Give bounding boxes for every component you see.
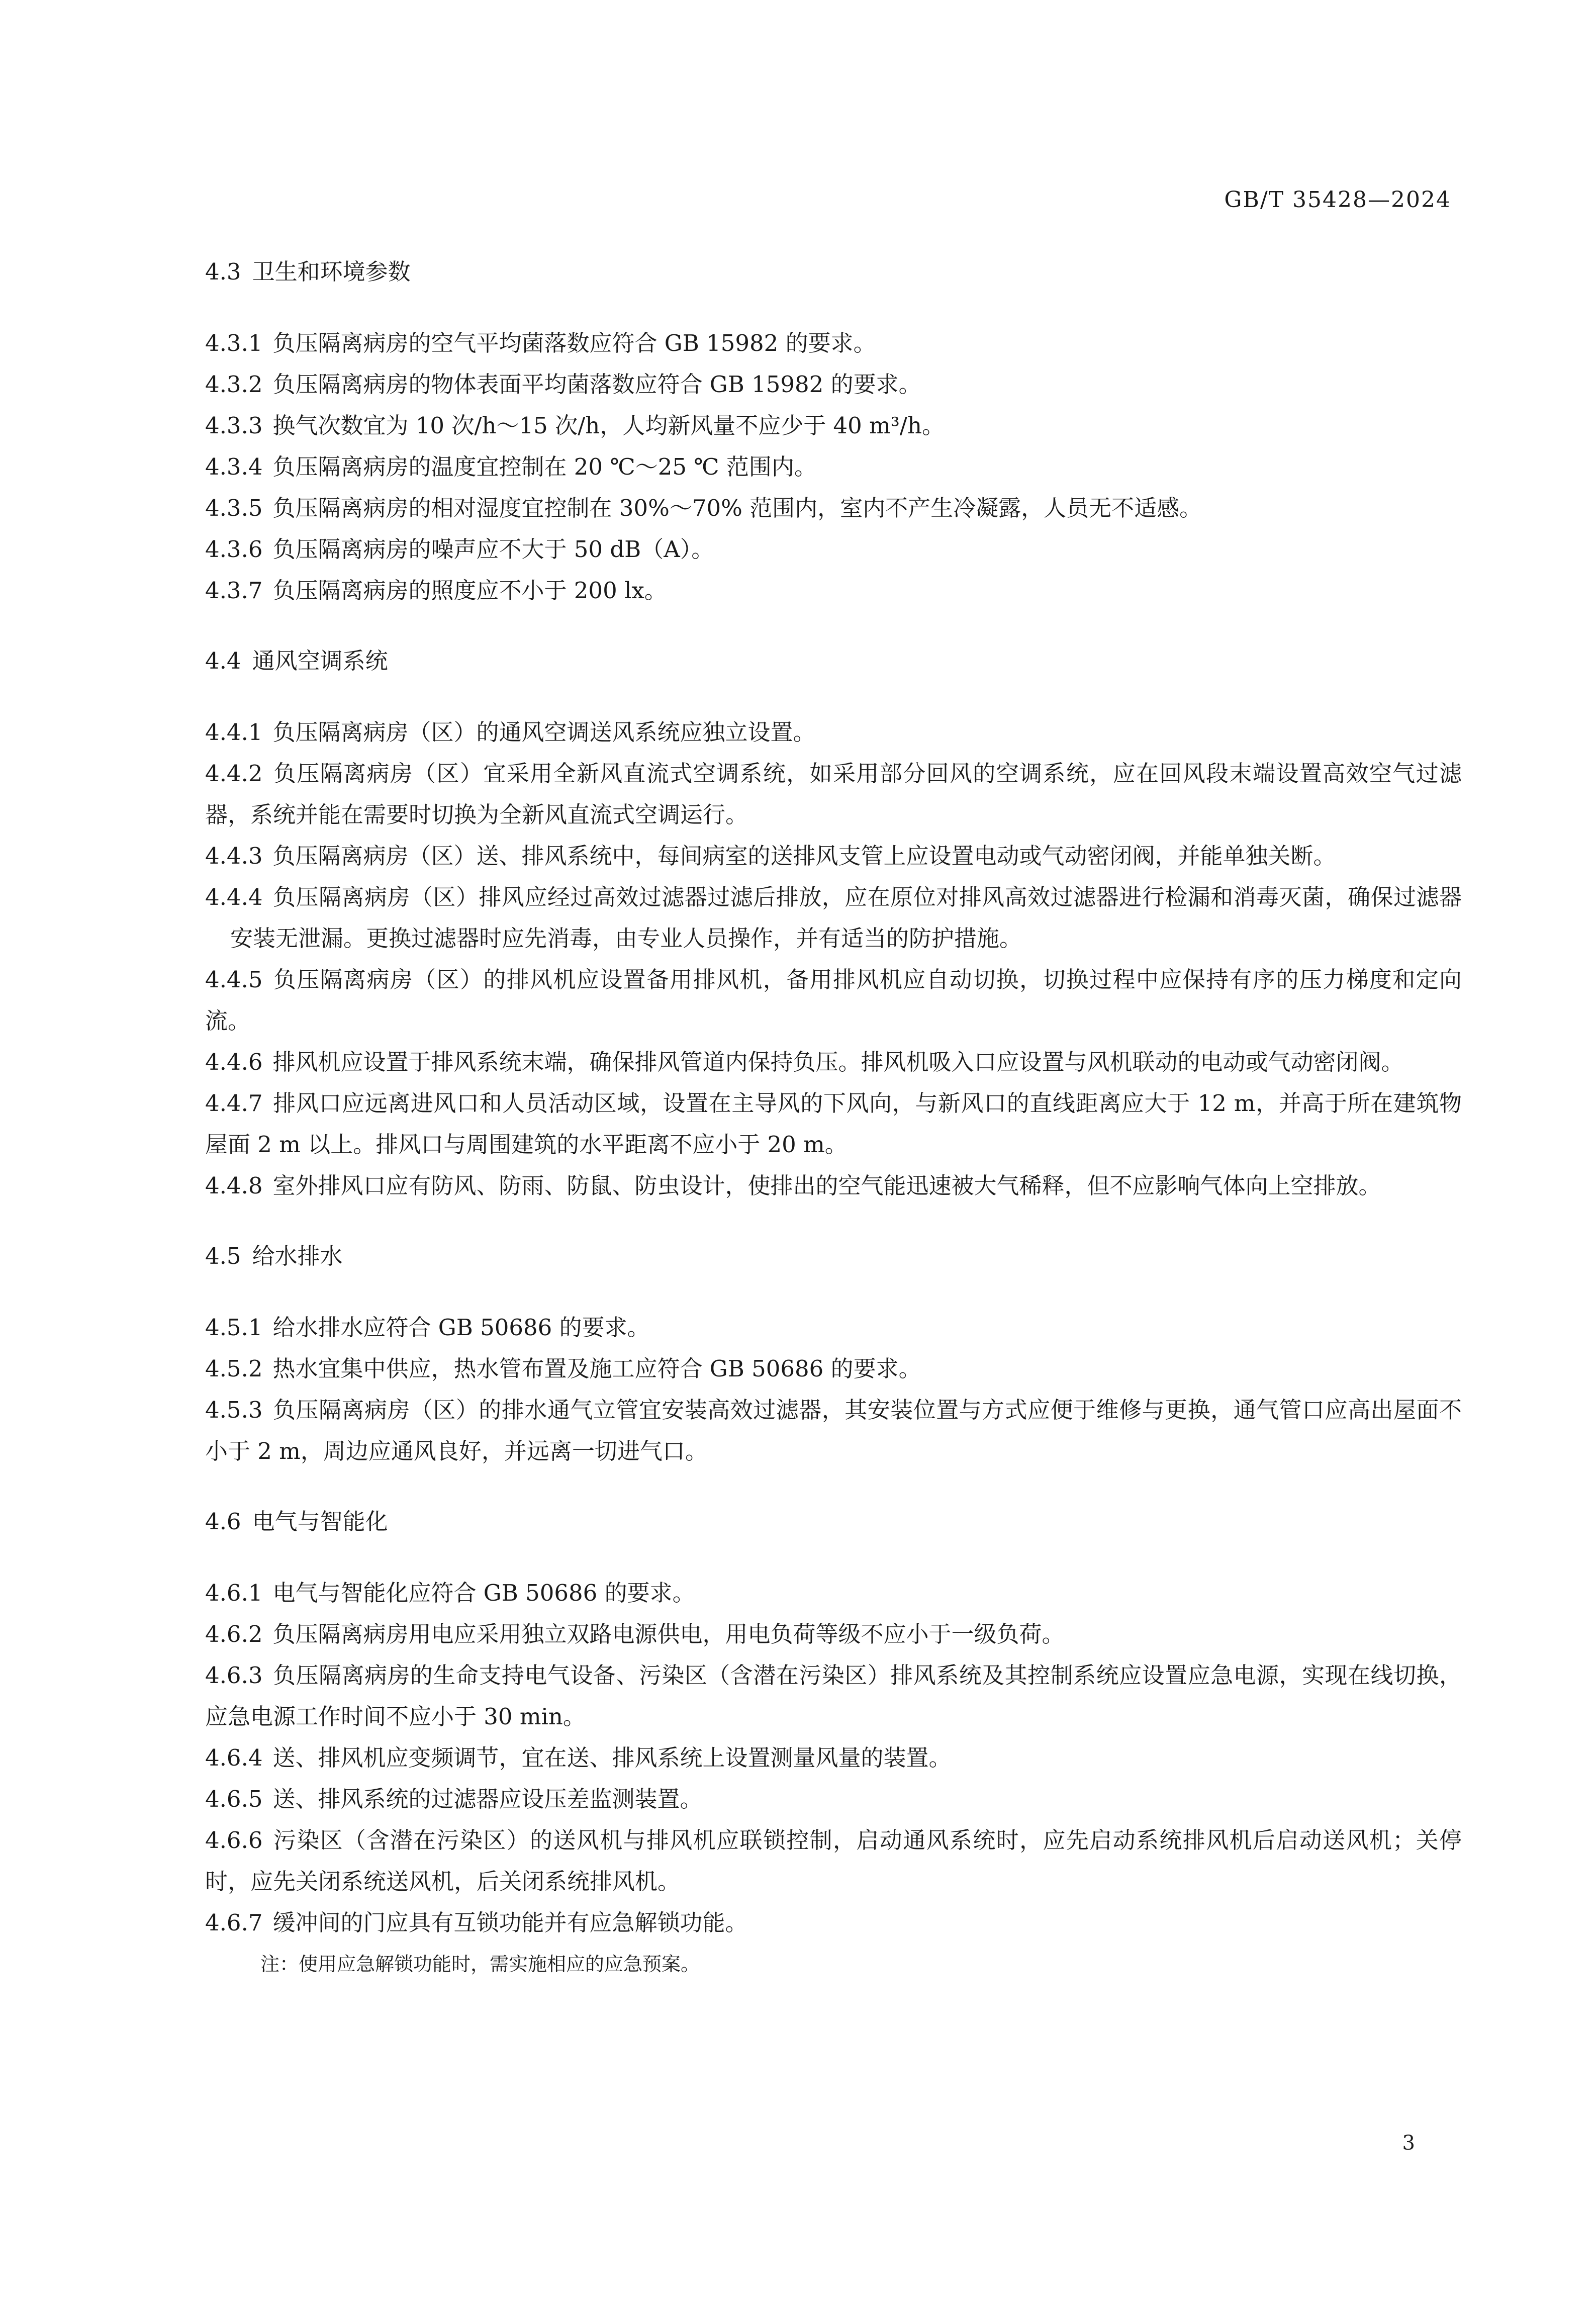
- clause-4-5-1: [205, 1307, 1462, 1348]
- clause-number: 4.6.2: [205, 1621, 263, 1647]
- clause-number: 4.5.1: [205, 1314, 263, 1341]
- clause-4-6-5: [205, 1779, 1462, 1820]
- clause-4-3-1: [205, 323, 1462, 364]
- clause-text: 排风机应设置于排风系统末端，确保排风管道内保持负压。排风机吸入口应设置与风机联动的电动或气动密闭阀。: [272, 1049, 1404, 1075]
- clause-4-5-2: [205, 1348, 1462, 1390]
- clause-text: 室外排风口应有防风、防雨、防鼠、防虫设计，使排出的空气能迅速被大气稀释，但不应影响气体向上空排放。: [272, 1172, 1381, 1199]
- section-heading-4-5: [205, 1236, 1462, 1277]
- clause-text: 负压隔离病房的相对湿度宜控制在 30%～70% 范围内，室内不产生冷凝露，人员无不适感。: [272, 495, 1202, 521]
- clause-text: 送、排风机应变频调节，宜在送、排风系统上设置测量风量的装置。: [272, 1744, 952, 1771]
- clause-text: 负压隔离病房（区）宜采用全新风直流式空调系统，如采用部分回风的空调系统，应在回风段末端设置高效空气过滤器，系统并能在需要时切换为全新风直流式空调运行。: [205, 760, 1462, 828]
- clause-number: 4.4.7: [205, 1090, 263, 1117]
- clause-number: 4.6.6: [205, 1827, 263, 1854]
- clause-number: 4.4.4: [205, 884, 263, 910]
- clause-text: 负压隔离病房的物体表面平均菌落数应符合 GB 15982 的要求。: [272, 371, 921, 398]
- clause-4-6-2: [205, 1614, 1462, 1655]
- clause-text: 负压隔离病房的噪声应不大于 50 dB（A）。: [272, 536, 714, 563]
- clause-4-6-6: [205, 1820, 1462, 1902]
- clause-number: 4.3.7: [205, 577, 263, 604]
- clause-number: 4.3.6: [205, 536, 263, 563]
- clause-number: 4.6.5: [205, 1786, 263, 1812]
- clause-text: 污染区（含潜在污染区）的送风机与排风机应联锁控制，启动通风系统时，应先启动系统排风机后启动送风机；关停时，应先关闭系统送风机，后关闭系统排风机。: [205, 1827, 1462, 1895]
- clause-number: 4.5.3: [205, 1397, 263, 1423]
- clause-number: 4.3.4: [205, 453, 263, 480]
- section-heading-4-3: [205, 251, 1462, 293]
- clause-4-3-5: [205, 488, 1462, 529]
- clause-text: 负压隔离病房的生命支持电气设备、污染区（含潜在污染区）排风系统及其控制系统应设置应急电源，实现在线切换，应急电源工作时间不应小于 30 min。: [205, 1662, 1462, 1730]
- clause-4-4-2: [205, 753, 1462, 836]
- clause-number: 4.3.5: [205, 495, 263, 521]
- clause-text: 负压隔离病房（区）排风应经过高效过滤器过滤后排放，应在原位对排风高效过滤器进行检漏和消毒灭菌，确保过滤器安装无泄漏。更换过滤器时应先消毒，由专业人员操作，并有适当的防护措施。: [230, 884, 1462, 952]
- section-number: 4.3: [205, 258, 241, 285]
- clause-number: 4.4.1: [205, 719, 263, 746]
- clause-text: 热水宜集中供应，热水管布置及施工应符合 GB 50686 的要求。: [272, 1355, 921, 1382]
- clause-text: 负压隔离病房（区）送、排风系统中，每间病室的送排风支管上应设置电动或气动密闭阀，并能单独关断。: [272, 843, 1336, 869]
- clause-text: 电气与智能化应符合 GB 50686 的要求。: [272, 1580, 695, 1606]
- clause-number: 4.6.7: [205, 1909, 263, 1936]
- document-code: GB/T 35428—2024: [1224, 187, 1451, 213]
- clause-4-3-3: [205, 405, 1462, 446]
- clause-number: 4.3.1: [205, 330, 263, 356]
- section-title: 通风空调系统: [252, 648, 388, 674]
- clause-number: 4.6.4: [205, 1744, 263, 1771]
- clause-4-6-4: [205, 1737, 1462, 1779]
- clause-text: 送、排风系统的过滤器应设压差监测装置。: [272, 1786, 703, 1812]
- clause-4-4-8: [205, 1165, 1462, 1207]
- clause-4-6-7: [205, 1902, 1462, 1944]
- clause-4-3-4: [205, 446, 1462, 488]
- clause-number: 4.3.3: [205, 412, 263, 439]
- clause-4-3-2: [205, 364, 1462, 405]
- section-number: 4.6: [205, 1508, 241, 1535]
- clause-4-4-4: [205, 877, 1462, 959]
- page-number: 3: [1402, 2132, 1415, 2155]
- section-heading-4-4: [205, 640, 1462, 682]
- clause-number: 4.4.2: [205, 760, 263, 787]
- clause-4-6-3: [205, 1655, 1462, 1737]
- clause-4-3-6: [205, 529, 1462, 570]
- section-number: 4.5: [205, 1243, 241, 1269]
- note: 注：使用应急解锁功能时，需实施相应的应急预案。: [260, 1953, 700, 1975]
- section-heading-4-6: [205, 1501, 1462, 1542]
- clause-number: 4.4.8: [205, 1172, 263, 1199]
- clause-text: 负压隔离病房（区）的排水通气立管宜安装高效过滤器，其安装位置与方式应便于维修与更换，通气管口应高出屋面不小于 2 m，周边应通风良好，并远离一切进气口。: [205, 1397, 1462, 1464]
- clause-number: 4.4.3: [205, 843, 263, 869]
- clause-number: 4.4.6: [205, 1049, 263, 1075]
- section-title: 电气与智能化: [252, 1508, 388, 1535]
- clause-text: 负压隔离病房的温度宜控制在 20 ℃～25 ℃ 范围内。: [272, 453, 817, 480]
- clause-text: 给水排水应符合 GB 50686 的要求。: [272, 1314, 650, 1341]
- clause-text: 换气次数宜为 10 次/h～15 次/h，人均新风量不应少于 40 m³/h。: [272, 412, 945, 439]
- clause-4-4-6: [205, 1042, 1462, 1083]
- clause-4-4-5: [205, 959, 1462, 1042]
- clause-number: 4.6.3: [205, 1662, 263, 1689]
- clause-text: 缓冲间的门应具有互锁功能并有应急解锁功能。: [272, 1909, 748, 1936]
- clause-text: 排风口应远离进风口和人员活动区域，设置在主导风的下风向，与新风口的直线距离应大于 12 m，并高于所在建筑物屋面 2 m 以上。排风口与周围建筑的水平距离不应小于 20 m。: [205, 1090, 1462, 1158]
- clause-4-4-1: [205, 712, 1462, 753]
- clause-4-4-3: [205, 836, 1462, 877]
- clause-number: 4.5.2: [205, 1355, 263, 1382]
- clause-4-3-7: [205, 570, 1462, 611]
- clause-text: 负压隔离病房（区）的通风空调送风系统应独立设置。: [272, 719, 816, 746]
- clause-4-4-7: [205, 1083, 1462, 1165]
- clause-4-5-3: [205, 1390, 1462, 1472]
- clause-number: 4.3.2: [205, 371, 263, 398]
- clause-text: 负压隔离病房（区）的排风机应设置备用排风机，备用排风机应自动切换，切换过程中应保持有序的压力梯度和定向流。: [205, 966, 1462, 1034]
- document-body: [205, 251, 1462, 1982]
- clause-text: 负压隔离病房用电应采用独立双路电源供电，用电负荷等级不应小于一级负荷。: [272, 1621, 1065, 1647]
- clause-number: 4.6.1: [205, 1580, 263, 1606]
- clause-text: 负压隔离病房的空气平均菌落数应符合 GB 15982 的要求。: [272, 330, 876, 356]
- clause-text: 负压隔离病房的照度应不小于 200 lx。: [272, 577, 667, 604]
- section-title: 卫生和环境参数: [252, 258, 411, 285]
- section-number: 4.4: [205, 648, 241, 674]
- clause-4-6-1: [205, 1573, 1462, 1614]
- clause-number: 4.4.5: [205, 966, 263, 993]
- section-title: 给水排水: [252, 1243, 343, 1269]
